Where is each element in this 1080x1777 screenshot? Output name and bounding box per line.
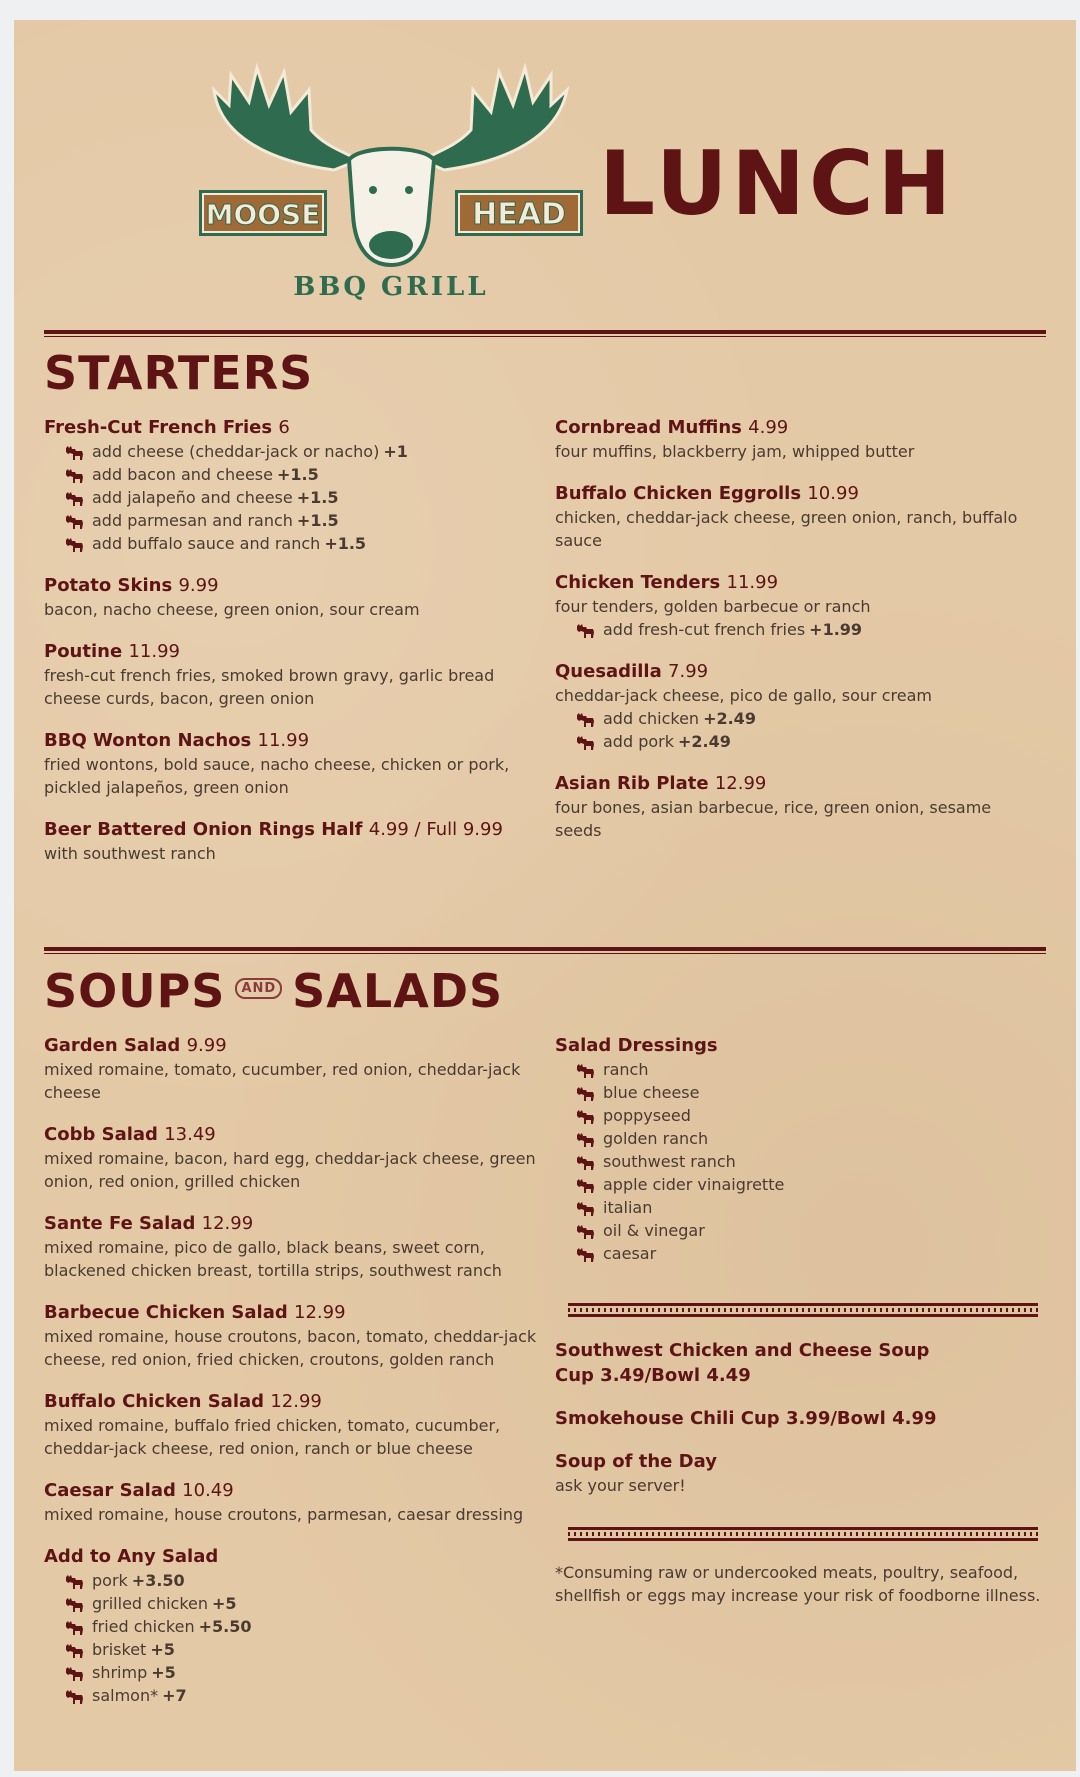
addon-text: southwest ranch: [603, 1152, 736, 1171]
starters-right-column: [555, 415, 1035, 860]
moose-bullet-icon: [64, 1573, 84, 1589]
item-name: Soup of the Day: [555, 1451, 717, 1472]
item-name: Buffalo Chicken Eggrolls: [555, 483, 802, 504]
addon-item: [575, 1104, 1035, 1127]
item-title: [555, 415, 1035, 440]
item-description: with southwest ranch: [44, 844, 216, 863]
item-title: [44, 1033, 544, 1058]
item-name: Chicken Tenders: [555, 572, 721, 593]
item-price: 12.99: [270, 1391, 322, 1412]
item-title: [555, 771, 1035, 796]
item-description: fresh-cut french fries, smoked brown gravy, garlic bread cheese curds, bacon, green onion: [44, 666, 495, 708]
addon-item: [575, 1058, 1035, 1081]
addon-text: blue cheese: [603, 1083, 700, 1102]
addon-text: fried chicken: [92, 1617, 195, 1636]
menu-item: [44, 1300, 544, 1371]
moose-bullet-icon: [575, 1131, 595, 1147]
item-description: mixed romaine, house croutons, parmesan, caesar dressing: [44, 1505, 524, 1524]
moose-bullet-icon: [575, 1154, 595, 1170]
item-description: ask your server!: [555, 1476, 686, 1495]
menu-item: [555, 1338, 1035, 1388]
menu-item: [44, 728, 524, 799]
addon-text: poppyseed: [603, 1106, 691, 1125]
moose-bullet-icon: [64, 536, 84, 552]
soups-bottom-rule: [568, 1527, 1038, 1541]
starters-divider: [44, 330, 1046, 337]
logo-word-moose: MOOSE: [205, 198, 321, 231]
addon-price: +3.50: [131, 1571, 185, 1590]
addon-text: add cheese (cheddar-jack or nacho): [92, 442, 380, 461]
addon-text: golden ranch: [603, 1129, 709, 1148]
item-title: [44, 1211, 544, 1236]
item-name: Cobb Salad: [44, 1124, 158, 1145]
item-price: 10.99: [807, 483, 859, 504]
moose-bullet-icon: [64, 490, 84, 506]
soups-column: [555, 1338, 1035, 1515]
menu-item: [555, 570, 1035, 641]
item-title: [555, 570, 1035, 595]
menu-item: [44, 1389, 544, 1460]
addon-price: +1.5: [324, 534, 367, 553]
menu-page: [14, 20, 1076, 1771]
addon-item: [64, 440, 524, 463]
salad-dressings: [555, 1033, 1035, 1265]
moose-bullet-icon: [64, 513, 84, 529]
menu-title: LUNCH: [599, 132, 956, 235]
addon-item: [575, 1150, 1035, 1173]
item-title: [555, 1449, 1035, 1474]
addon-text: shrimp: [92, 1663, 148, 1682]
addon-price: +2.49: [678, 732, 731, 751]
logo-subtitle: BBQ GRILL: [293, 272, 489, 302]
item-title: [555, 1406, 1035, 1431]
dressings-title: Salad Dressings: [555, 1035, 718, 1056]
addon-price: +2.49: [703, 709, 756, 728]
addon-price: +1: [383, 442, 408, 461]
item-price: 7.99: [668, 661, 709, 682]
item-name: Quesadilla: [555, 661, 662, 682]
item-name: Smokehouse Chili Cup 3.99/Bowl 4.99: [555, 1408, 937, 1429]
item-description: mixed romaine, pico de gallo, black beans, sweet corn, blackened chicken breast, tortilla strips, southwest ranch: [44, 1238, 502, 1280]
moose-bullet-icon: [575, 1062, 595, 1078]
item-name: Southwest Chicken and Cheese Soup: [555, 1340, 930, 1361]
moose-bullet-icon: [575, 1200, 595, 1216]
addon-price: +1.5: [276, 465, 319, 484]
item-name: Garden Salad: [44, 1035, 181, 1056]
menu-item: [44, 1544, 544, 1707]
menu-item: [44, 1122, 544, 1193]
addon-item: [575, 1242, 1035, 1265]
addon-text: oil & vinegar: [603, 1221, 705, 1240]
item-description: mixed romaine, tomato, cucumber, red onion, cheddar-jack cheese: [44, 1060, 521, 1102]
item-description: mixed romaine, house croutons, bacon, tomato, cheddar-jack cheese, red onion, fried chicken, croutons, golden ranch: [44, 1327, 537, 1369]
addon-price: +1.99: [809, 620, 863, 639]
item-price: 10.49: [182, 1480, 234, 1501]
salads-left-column: [44, 1033, 544, 1725]
addon-item: [575, 707, 1035, 730]
item-price: 12.99: [201, 1213, 254, 1234]
item-price: 12.99: [714, 773, 767, 794]
item-description: cheddar-jack cheese, pico de gallo, sour cream: [555, 686, 932, 705]
addon-text: add buffalo sauce and ranch: [92, 534, 321, 553]
addon-price: +5.50: [198, 1617, 252, 1636]
item-name: Cornbread Muffins: [555, 417, 742, 438]
moose-bullet-icon: [575, 1177, 595, 1193]
addon-item: [64, 1592, 544, 1615]
item-description: four bones, asian barbecue, rice, green onion, sesame seeds: [555, 798, 992, 840]
item-name: Add to Any Salad: [44, 1546, 219, 1567]
addon-item: [64, 1569, 544, 1592]
addon-text: grilled chicken: [92, 1594, 209, 1613]
addon-item: [575, 1196, 1035, 1219]
soups-salads-heading: [44, 964, 504, 1018]
menu-item: [44, 1211, 544, 1282]
addon-text: caesar: [603, 1244, 657, 1263]
addon-price: +5: [212, 1594, 237, 1613]
heading-and: AND: [235, 978, 282, 999]
addon-text: pork: [92, 1571, 128, 1590]
addon-item: [575, 1173, 1035, 1196]
moose-bullet-icon: [575, 1246, 595, 1262]
moose-bullet-icon: [64, 1596, 84, 1612]
item-price: 12.99: [294, 1302, 346, 1323]
addon-item: [575, 1081, 1035, 1104]
moose-bullet-icon: [575, 1085, 595, 1101]
soups-salads-divider: [44, 947, 1046, 954]
item-description: fried wontons, bold sauce, nacho cheese, chicken or pork, pickled jalapeños, green onion: [44, 755, 510, 797]
addon-text: add fresh-cut french fries: [603, 620, 806, 639]
addon-text: add chicken: [603, 709, 700, 728]
moose-bullet-icon: [575, 734, 595, 750]
moose-bullet-icon: [575, 622, 595, 638]
item-title: [44, 817, 524, 842]
heading-soups: SOUPS: [44, 964, 226, 1018]
addon-text: italian: [603, 1198, 653, 1217]
item-price: 11.99: [257, 730, 310, 751]
item-title: [44, 1478, 544, 1503]
addon-item: [575, 1127, 1035, 1150]
item-title: [44, 415, 524, 440]
item-price: 13.49: [164, 1124, 216, 1145]
item-title: [44, 1122, 544, 1147]
moose-bullet-icon: [64, 444, 84, 460]
menu-item: [44, 1478, 544, 1526]
addon-list: [44, 1569, 544, 1707]
addon-text: apple cider vinaigrette: [603, 1175, 785, 1194]
addon-item: [64, 463, 524, 486]
item-title: [44, 573, 524, 598]
logo-word-head: HEAD: [472, 197, 566, 232]
item-title: [44, 1300, 544, 1325]
item-title: [555, 481, 1035, 506]
addon-text: add parmesan and ranch: [92, 511, 293, 530]
moosehead-logo: [199, 50, 584, 305]
item-description: chicken, cheddar-jack cheese, green onion, ranch, buffalo sauce: [555, 508, 1018, 550]
item-price: 4.99: [748, 417, 789, 438]
item-name: BBQ Wonton Nachos: [44, 730, 252, 751]
moose-bullet-icon: [64, 467, 84, 483]
moose-bullet-icon: [64, 1665, 84, 1681]
addon-text: ranch: [603, 1060, 649, 1079]
item-name: Sante Fe Salad: [44, 1213, 196, 1234]
item-description: four tenders, golden barbecue or ranch: [555, 597, 871, 616]
item-name: Barbecue Chicken Salad: [44, 1302, 288, 1323]
addon-text: brisket: [92, 1640, 147, 1659]
item-title: [44, 1389, 544, 1414]
soups-top-rule: [568, 1303, 1038, 1317]
dressings-list: [555, 1058, 1035, 1265]
moose-bullet-icon: [64, 1619, 84, 1635]
addon-item: [64, 1615, 544, 1638]
item-price: 11.99: [128, 641, 180, 662]
item-title: [555, 659, 1035, 684]
moose-bullet-icon: [64, 1642, 84, 1658]
addon-item: [64, 509, 524, 532]
item-name: Fresh-Cut French Fries: [44, 417, 273, 438]
item-name: Buffalo Chicken Salad: [44, 1391, 265, 1412]
item-description: mixed romaine, buffalo fried chicken, tomato, cucumber, cheddar-jack cheese, red onion, ranch or blue cheese: [44, 1416, 501, 1458]
item-title: [44, 1544, 544, 1569]
starters-left-column: [44, 415, 524, 883]
item-name: Poutine: [44, 641, 123, 662]
item-description: bacon, nacho cheese, green onion, sour cream: [44, 600, 420, 619]
menu-item: [44, 573, 524, 621]
menu-item: [555, 1406, 1035, 1431]
addon-item: [64, 1684, 544, 1707]
item-description: mixed romaine, bacon, hard egg, cheddar-jack cheese, green onion, red onion, grilled chicken: [44, 1149, 536, 1191]
item-name: Asian Rib Plate: [555, 773, 709, 794]
addon-item: [575, 618, 1035, 641]
moose-bullet-icon: [64, 1688, 84, 1704]
menu-item: [44, 1033, 544, 1104]
item-price: 9.99: [186, 1035, 227, 1056]
item-title: [44, 728, 524, 753]
menu-item: [555, 659, 1035, 753]
item-name: Potato Skins: [44, 575, 173, 596]
moose-bullet-icon: [575, 1223, 595, 1239]
item-title: [555, 1338, 1035, 1363]
item-name: Caesar Salad: [44, 1480, 176, 1501]
menu-item: [44, 639, 524, 710]
menu-item: [555, 771, 1035, 842]
addon-price: +1.5: [296, 511, 339, 530]
addon-price: +7: [162, 1686, 187, 1705]
addon-item: [64, 532, 524, 555]
item-description: four muffins, blackberry jam, whipped butter: [555, 442, 915, 461]
addon-list: [555, 707, 1035, 753]
addon-text: salmon*: [92, 1686, 159, 1705]
item-price: 6: [278, 417, 290, 438]
item-title: [44, 639, 524, 664]
moose-bullet-icon: [575, 1108, 595, 1124]
addon-list: [44, 440, 524, 555]
item-price: 4.99 / Full 9.99: [368, 819, 503, 840]
menu-item: [44, 817, 524, 865]
item-name: Beer Battered Onion Rings Half: [44, 819, 363, 840]
food-safety-disclaimer: *Consuming raw or undercooked meats, poultry, seafood, shellfish or eggs may increase your risk of foodborne illness.: [555, 1563, 1041, 1605]
addon-item: [64, 486, 524, 509]
addon-item: [64, 1638, 544, 1661]
addon-price: +1.5: [296, 488, 339, 507]
item-title-line2: Cup 3.49/Bowl 4.49: [555, 1365, 751, 1386]
moose-bullet-icon: [575, 711, 595, 727]
addon-list: [555, 618, 1035, 641]
menu-item: [555, 415, 1035, 463]
menu-item: [555, 481, 1035, 552]
item-price: 11.99: [726, 572, 779, 593]
starters-heading: STARTERS: [44, 346, 314, 400]
addon-price: +5: [151, 1663, 176, 1682]
menu-item: [555, 1449, 1035, 1497]
addon-price: +5: [150, 1640, 175, 1659]
addon-text: add bacon and cheese: [92, 465, 273, 484]
addon-text: add jalapeño and cheese: [92, 488, 293, 507]
addon-text: add pork: [603, 732, 674, 751]
item-price: 9.99: [178, 575, 219, 596]
heading-salads: SALADS: [292, 964, 504, 1018]
menu-item: [44, 415, 524, 555]
addon-item: [575, 1219, 1035, 1242]
addon-item: [64, 1661, 544, 1684]
addon-item: [575, 730, 1035, 753]
